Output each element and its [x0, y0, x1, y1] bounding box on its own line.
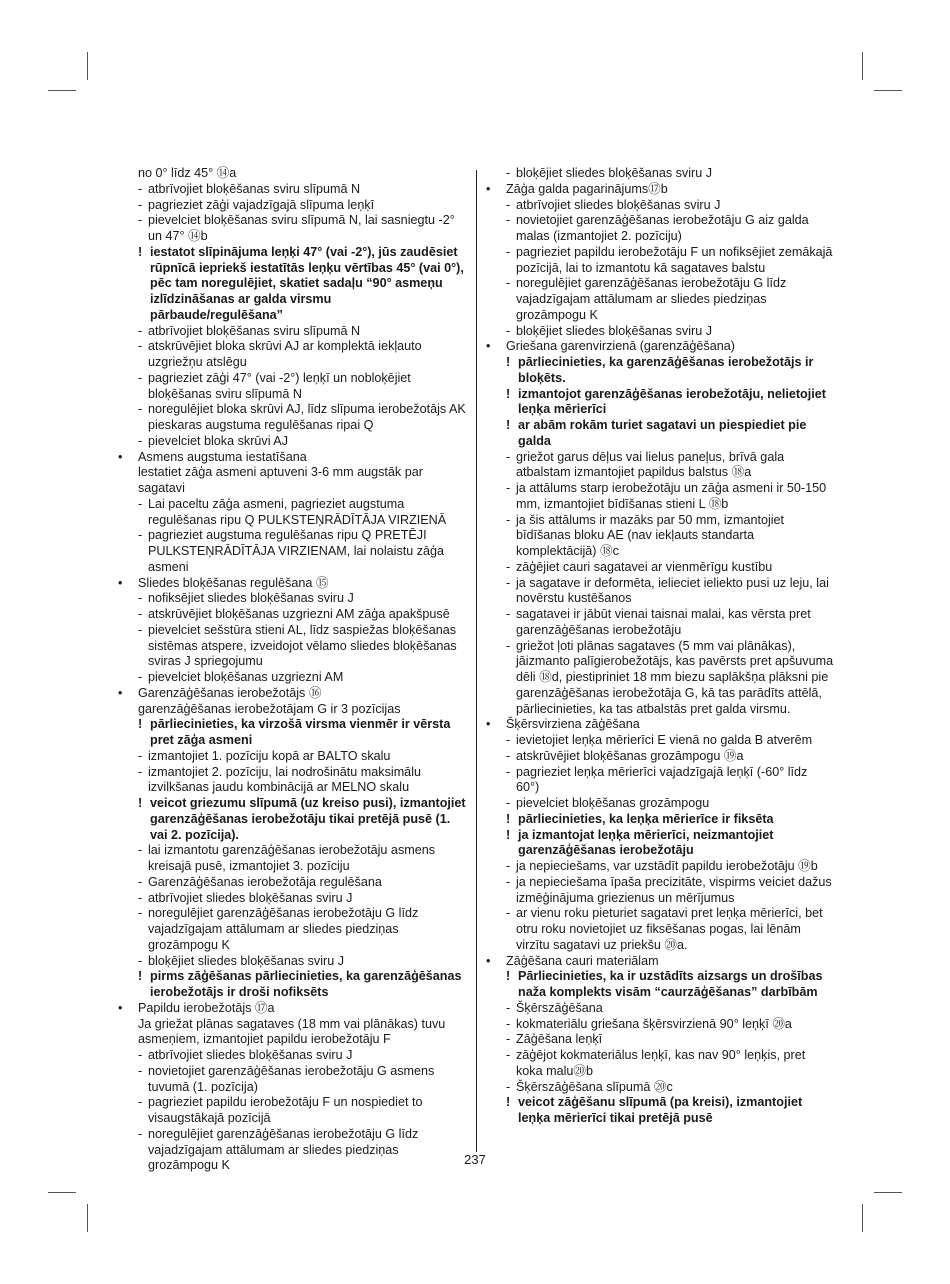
section-heading — [486, 953, 834, 970]
list-item — [506, 859, 834, 875]
dash-marker: - — [138, 496, 143, 511]
item-text: pārliecinieties, ka virzošā virsma vienmēr ir vērsta pret zāģa asmeni — [150, 717, 451, 747]
warning-icon: ! — [506, 827, 511, 842]
list-item — [506, 513, 834, 560]
list-item — [506, 1017, 834, 1033]
item-text: lestatiet zāģa asmeni aptuveni 3-6 mm augstāk par sagatavi — [138, 465, 423, 495]
warning-icon: ! — [506, 418, 511, 432]
item-text: pievelciet bloķēšanas sviru slīpumā N, lai sasniegtu -2° un 47° ⑭b — [148, 213, 455, 243]
item-text: bloķējiet sliedes bloķēšanas sviru J — [148, 953, 345, 968]
item-text: no 0° līdz 45° ⑭a — [138, 166, 237, 180]
paragraph — [138, 166, 466, 182]
list-item — [138, 182, 466, 198]
dash-marker: - — [138, 748, 143, 763]
section-heading — [118, 685, 466, 702]
list-item — [138, 339, 466, 371]
item-text: Zāģēšana leņķī — [516, 1032, 603, 1047]
list-item — [138, 1064, 466, 1096]
dash-marker: - — [138, 181, 143, 196]
item-text: noregulējiet garenzāģēšanas ierobežotāju G līdz vajadzīgajam attālumam ar sliedes piedziņas grozāmpogu K — [148, 1126, 419, 1173]
paragraph — [138, 702, 466, 718]
dash-marker: - — [506, 748, 511, 763]
list-item — [138, 906, 466, 953]
dash-marker: - — [138, 528, 143, 543]
dash-marker: - — [506, 1032, 511, 1047]
list-item — [138, 875, 466, 891]
dash-marker: - — [506, 796, 511, 810]
list-item — [138, 402, 466, 434]
dash-marker: - — [138, 1048, 143, 1062]
crop-mark — [48, 1192, 76, 1193]
item-text: noregulējiet bloka skrūvi AJ, līdz slīpuma ierobežotājs AK pieskaras augstuma regulēšanas ripai Q — [148, 402, 466, 432]
dash-marker: - — [506, 166, 511, 180]
item-text: atbrīvojiet sliedes bloķēšanas sviru J — [516, 197, 721, 212]
list-item — [506, 481, 834, 513]
warning-icon: ! — [506, 811, 511, 826]
section-heading — [118, 449, 466, 466]
item-text: pārliecinieties, ka leņķa mērierīce ir fiksēta — [518, 811, 774, 826]
item-text: griežot ļoti plānas sagataves (5 mm vai plānākas), jāizmanto palīgierobežotājs, kas pavērsts pret apšuvuma dēli ⑱d, piestipriniet 18 mm biezu saplākšņa plāksni pie garenzāģēšanas ierobežotāja G, kā tas parādīts attēlā, pārliecinieties, ka tas atbalstās pret galda virsmu. — [516, 638, 834, 716]
list-item — [138, 1095, 466, 1127]
list-item — [506, 1001, 834, 1017]
warning-icon: ! — [138, 796, 143, 810]
list-item — [506, 245, 834, 277]
dash-marker: - — [138, 1126, 143, 1141]
list-item — [138, 670, 466, 686]
item-text: izmantojiet 2. pozīciju, lai nodrošinātu maksimālu izvilkšanas jaudu kombinācijā ar MELNO skalu — [148, 764, 421, 795]
dash-marker: - — [138, 433, 143, 448]
list-item — [138, 528, 466, 575]
item-text: Šķērszāģēšana slīpumā ⑳c — [516, 1079, 673, 1094]
item-text: lai izmantotu garenzāģēšanas ierobežotāju asmens kreisajā pusē, izmantojiet 3. pozīciju — [148, 843, 436, 873]
item-text: atskrūvējiet bloķēšanas grozāmpogu ⑲a — [516, 748, 744, 763]
item-text: pagrieziet papildu ierobežotāju F un nospiediet to visaugstākajā pozīcijā — [148, 1095, 423, 1125]
dash-marker: - — [506, 638, 511, 653]
warning-icon: ! — [138, 969, 143, 984]
right-column — [486, 166, 834, 1127]
paragraph — [138, 1017, 466, 1049]
dash-marker: - — [138, 197, 143, 212]
column-divider — [476, 170, 477, 1152]
dash-marker: - — [138, 622, 143, 637]
item-text: izmantojiet 1. pozīciju kopā ar BALTO skalu — [148, 748, 391, 763]
list-item — [506, 1080, 834, 1096]
dash-marker: - — [506, 874, 511, 889]
dash-marker: - — [138, 370, 143, 385]
item-text: ja nepieciešama īpaša precizitāte, vispirms veiciet dažus izmēģinājuma griezienus un mērījumus — [516, 874, 832, 905]
bullet-icon: • — [486, 339, 491, 354]
dash-marker: - — [506, 512, 511, 527]
warning-icon: ! — [138, 244, 143, 259]
dash-marker: - — [506, 733, 511, 747]
warning-icon: ! — [506, 969, 511, 984]
dash-marker: - — [138, 764, 143, 779]
item-text: Zāģēšana cauri materiālam — [506, 953, 659, 968]
warning-item — [506, 812, 834, 828]
dash-marker: - — [506, 559, 511, 574]
dash-marker: - — [138, 843, 143, 858]
item-text: izmantojot garenzāģēšanas ierobežotāju, nelietojiet leņķa mērierīci — [518, 386, 826, 417]
item-text: griežot garus dēļus vai lielus paneļus, brīvā gala atbalstam izmantojiet papildus balstus ⑱a — [516, 449, 785, 480]
section-heading — [118, 1000, 466, 1017]
item-text: noregulējiet garenzāģēšanas ierobežotāju G līdz vajadzīgajam attālumam ar sliedes piedziņas grozāmpogu K — [148, 906, 419, 952]
item-text: veicot griezumu slīpumā (uz kreiso pusi), izmantojiet garenzāģēšanas ierobežotāju tikai pretējā pusē (1. vai 2. pozīcija). — [150, 796, 466, 842]
list-item — [506, 1048, 834, 1080]
item-text: ar vienu roku pieturiet sagatavi pret leņķa mērierīci, bet otru roku novietojiet uz fiksēšanas pogas, lai lēnām virzītu sagatavi uz priekšu ⑳a. — [516, 906, 823, 952]
bullet-icon: • — [486, 717, 491, 732]
dash-marker: - — [138, 591, 143, 606]
list-item — [506, 733, 834, 749]
dash-marker: - — [506, 1048, 511, 1062]
dash-marker: - — [138, 402, 143, 417]
section-heading — [486, 181, 834, 198]
item-text: Lai paceltu zāģa asmeni, pagrieziet augstuma regulēšanas ripu Q PULKSTEŅRĀDĪTĀJA VIRZIENĀ — [148, 496, 447, 527]
item-text: sagatavei ir jābūt vienai taisnai malai, kas vērsta pret garenzāģēšanas ierobežotāju — [516, 607, 811, 637]
list-item — [138, 765, 466, 797]
crop-mark — [87, 1204, 88, 1232]
item-text: Pārliecinieties, ka ir uzstādīts aizsargs un drošības naža komplekts visām “caurzāģēšanas” darbībām — [518, 969, 823, 999]
item-text: nofiksējiet sliedes bloķēšanas sviru J — [148, 591, 354, 606]
list-item — [138, 497, 466, 529]
bullet-icon: • — [118, 449, 123, 464]
list-item — [138, 213, 466, 245]
dash-marker: - — [138, 213, 143, 228]
item-text: atbrīvojiet bloķēšanas sviru slīpumā N — [148, 323, 361, 338]
item-text: zāģējot kokmateriālus leņķī, kas nav 90° leņķis, pret koka malu⑳b — [516, 1048, 806, 1078]
dash-marker: - — [138, 339, 143, 354]
dash-marker: - — [506, 607, 511, 621]
item-text: ja nepieciešams, var uzstādīt papildu ierobežotāju ⑲b — [516, 859, 818, 873]
warning-item — [138, 796, 466, 843]
item-text: pievelciet bloķēšanas grozāmpogu — [516, 796, 710, 810]
list-item — [506, 875, 834, 907]
item-text: Garenzāģēšanas ierobežotājs ⑯ — [138, 685, 322, 700]
item-text: Šķērsvirziena zāģēšana — [506, 717, 640, 732]
warning-item — [506, 969, 834, 1001]
list-item — [138, 591, 466, 607]
item-text: pārliecinieties, ka garenzāģēšanas ierobežotājs ir bloķēts. — [518, 355, 814, 385]
list-item — [506, 1032, 834, 1048]
dash-marker: - — [138, 670, 143, 684]
dash-marker: - — [506, 859, 511, 873]
item-text: Papildu ierobežotājs ⑰a — [138, 1000, 275, 1015]
item-text: pievelciet sešstūra stieni AL, līdz saspiežas bloķēšanas sistēmas atspere, izveidojot vēlamo sliedes bloķēšanas sviras J spriegojumu — [148, 622, 457, 669]
list-item — [138, 607, 466, 623]
item-text: Zāģa galda pagarinājums⑰b — [506, 181, 668, 196]
dash-marker: - — [506, 276, 511, 291]
list-item — [138, 891, 466, 907]
item-text: ja izmantojat leņķa mērierīci, neizmantojiet garenzāģēšanas ierobežotāju — [518, 827, 774, 858]
list-item — [138, 843, 466, 875]
list-item — [506, 749, 834, 765]
bullet-icon: • — [486, 953, 491, 968]
item-text: pagrieziet augstuma regulēšanas ripu Q PRETĒJI PULKSTEŅRĀDĪTĀJA VIRZIENAM, lai nolaistu zāģa asmeni — [148, 528, 445, 574]
dash-marker: - — [506, 244, 511, 259]
dash-marker: - — [506, 213, 511, 228]
warning-item — [138, 969, 466, 1001]
item-text: atbrīvojiet sliedes bloķēšanas sviru J — [148, 1048, 353, 1062]
item-text: ja sagatave ir deformēta, ielieciet ieliekto pusi uz leju, lai novērstu kustēšanos — [516, 575, 829, 606]
list-item — [138, 198, 466, 214]
item-text: pagrieziet papildu ierobežotāju F un nofiksējiet zemākajā pozīcijā, lai to izmantotu kā sagataves balstu — [516, 244, 833, 275]
warning-item — [138, 245, 466, 324]
dash-marker: - — [506, 764, 511, 779]
dash-marker: - — [506, 449, 511, 464]
item-text: pievelciet bloķēšanas uzgriezni AM — [148, 670, 344, 684]
dash-marker: - — [138, 323, 143, 338]
item-text: atskrūvējiet bloķēšanas uzgriezni AM zāģa apakšpusē — [148, 607, 450, 621]
item-text: garenzāģēšanas ierobežotājam G ir 3 pozīcijas — [138, 701, 401, 716]
item-text: Griešana garenvirzienā (garenzāģēšana) — [506, 339, 735, 354]
left-column — [118, 166, 466, 1174]
section-heading — [486, 339, 834, 355]
list-item — [506, 765, 834, 797]
list-item — [506, 576, 834, 608]
item-text: iestatot slīpinājuma leņķi 47° (vai -2°), jūs zaudēsiet rūpnīcā iepriekš iestatītās leņķu vērtības 45° (vai 0°), pēc tam noregulējiet, skatiet sadaļu “90° asmeņu izlīdzināšanas ar galda virsmu pārbaude/regulēšana” — [150, 244, 464, 322]
item-text: ja attālums starp ierobežotāju un zāģa asmeni ir 50-150 mm, izmantojiet bīdīšanas stieni L ⑱b — [516, 481, 827, 511]
item-text: noregulējiet garenzāģēšanas ierobežotāju G līdz vajadzīgajam attālumam ar sliedes piedziņas grozāmpogu K — [516, 276, 787, 322]
item-text: pagrieziet zāģi vajadzīgajā slīpuma leņķī — [148, 197, 375, 212]
list-item — [506, 796, 834, 812]
item-text: pagrieziet zāģi 47° (vai -2°) leņķī un nobloķējiet bloķēšanas sviru slīpumā N — [148, 370, 411, 401]
dash-marker: - — [506, 1016, 511, 1031]
dash-marker: - — [506, 1079, 511, 1094]
paragraph — [138, 465, 466, 497]
warning-icon: ! — [138, 717, 143, 732]
list-item — [138, 371, 466, 403]
list-item — [506, 324, 834, 340]
item-text: bloķējiet sliedes bloķēšanas sviru J — [516, 323, 713, 338]
warning-item — [138, 717, 466, 749]
list-item — [506, 166, 834, 182]
list-item — [506, 276, 834, 323]
item-text: atskrūvējiet bloka skrūvi AJ ar komplektā iekļauto uzgriežņu atslēgu — [148, 339, 422, 369]
warning-item — [506, 418, 834, 450]
bullet-icon: • — [118, 1000, 123, 1015]
item-text: Šķērszāģēšana — [516, 1000, 603, 1015]
dash-marker: - — [138, 906, 143, 921]
bullet-icon: • — [118, 575, 123, 590]
item-text: Garenzāģēšanas ierobežotāja regulēšana — [148, 874, 382, 889]
warning-item — [506, 355, 834, 387]
crop-mark — [874, 90, 902, 91]
list-item — [506, 906, 834, 953]
dash-marker: - — [138, 874, 143, 889]
list-item — [506, 639, 834, 718]
warning-icon: ! — [506, 386, 511, 401]
dash-marker: - — [506, 575, 511, 590]
item-text: atbrīvojiet sliedes bloķēšanas sviru J — [148, 890, 353, 905]
item-text: zāģējiet cauri sagatavei ar vienmērīgu kustību — [516, 559, 773, 574]
item-text: Sliedes bloķēšanas regulēšana ⑮ — [138, 575, 329, 590]
dash-marker: - — [138, 953, 143, 968]
list-item — [506, 607, 834, 639]
warning-item — [506, 387, 834, 419]
dash-marker: - — [138, 1063, 143, 1078]
dash-marker: - — [506, 906, 511, 921]
list-item — [506, 450, 834, 482]
list-item — [138, 1048, 466, 1064]
dash-marker: - — [506, 481, 511, 495]
item-text: Ja griežat plānas sagataves (18 mm vai plānākas) tuvu asmeņiem, izmantojiet papildu ierobežotāju F — [138, 1016, 446, 1047]
item-text: pagrieziet leņķa mērierīci vajadzīgajā leņķī (-60° līdz 60°) — [516, 764, 808, 795]
crop-mark — [862, 1204, 863, 1232]
bullet-icon: • — [486, 181, 491, 196]
item-text: ar abām rokām turiet sagatavi un piespiediet pie galda — [518, 418, 807, 448]
item-text: ievietojiet leņķa mērierīci E vienā no galda B atverēm — [516, 733, 813, 747]
item-text: veicot zāģēšanu slīpumā (pa kreisi), izmantojiet leņķa mērierīci tikai pretējā pusē — [518, 1095, 803, 1125]
section-heading — [486, 717, 834, 733]
dash-marker: - — [506, 323, 511, 338]
item-text: pirms zāģēšanas pārliecinieties, ka garenzāģēšanas ierobežotājs ir droši nofiksēts — [150, 969, 462, 999]
warning-item — [506, 1095, 834, 1127]
item-text: novietojiet garenzāģēšanas ierobežotāju G asmens tuvumā (1. pozīcija) — [148, 1063, 435, 1094]
list-item — [138, 749, 466, 765]
dash-marker: - — [138, 890, 143, 905]
dash-marker: - — [506, 197, 511, 212]
list-item — [138, 623, 466, 670]
warning-item — [506, 828, 834, 860]
dash-marker: - — [506, 1000, 511, 1015]
crop-mark — [862, 52, 863, 80]
list-item — [506, 198, 834, 214]
list-item — [506, 560, 834, 576]
item-text: bloķējiet sliedes bloķēšanas sviru J — [516, 166, 713, 180]
crop-mark — [87, 52, 88, 80]
section-heading — [118, 575, 466, 592]
warning-icon: ! — [506, 1095, 511, 1110]
item-text: pievelciet bloka skrūvi AJ — [148, 433, 288, 448]
list-item — [506, 213, 834, 245]
warning-icon: ! — [506, 355, 511, 369]
bullet-icon: • — [118, 685, 123, 700]
item-text: novietojiet garenzāģēšanas ierobežotāju G aiz galda malas (izmantojiet 2. pozīciju) — [516, 213, 809, 243]
list-item — [138, 324, 466, 340]
dash-marker: - — [138, 607, 143, 621]
crop-mark — [48, 90, 76, 91]
list-item — [138, 434, 466, 450]
crop-mark — [874, 1192, 902, 1193]
item-text: atbrīvojiet bloķēšanas sviru slīpumā N — [148, 181, 361, 196]
page-number: 237 — [464, 1152, 486, 1167]
item-text: ja šis attālums ir mazāks par 50 mm, izmantojiet bīdīšanas bloku AE (nav iekļauts standarta komplektācijā) ⑱c — [516, 512, 785, 558]
dash-marker: - — [138, 1095, 143, 1110]
item-text: kokmateriālu griešana šķērsvirzienā 90° leņķī ⑳a — [516, 1016, 792, 1031]
list-item — [138, 954, 466, 970]
item-text: Asmens augstuma iestatīšana — [138, 449, 307, 464]
